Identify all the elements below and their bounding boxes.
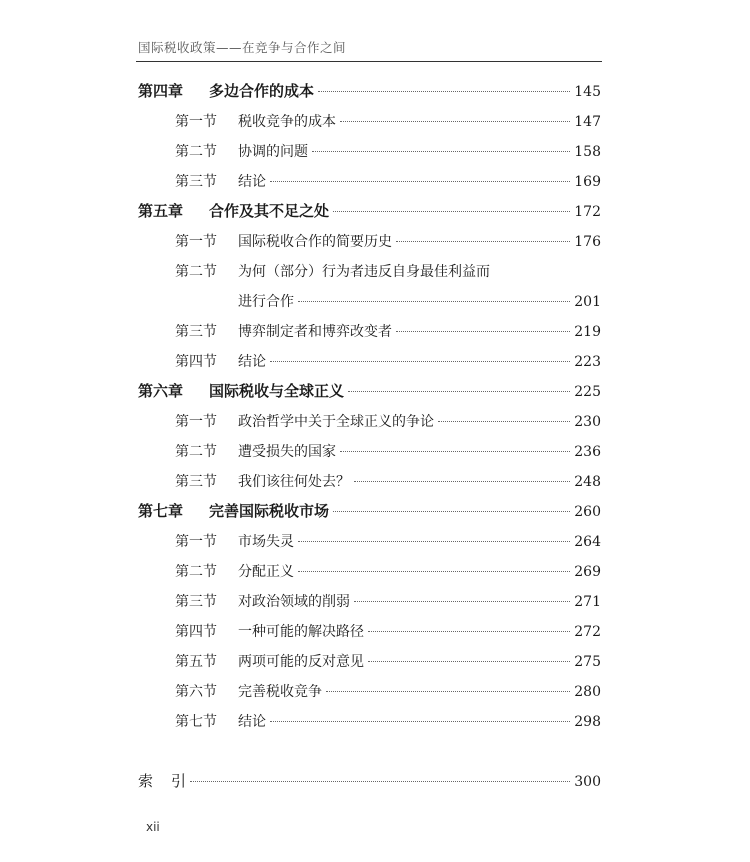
toc-entry-label (138, 591, 350, 611)
toc-entry-number: 第三节 (175, 474, 217, 490)
toc-entry-label (138, 200, 329, 221)
dot-leader (368, 661, 570, 662)
toc-entry-number: 第六节 (175, 684, 217, 700)
toc-entry-title: 市场失灵 (238, 534, 294, 550)
running-header: 国际税收政策——在竞争与合作之间 (138, 40, 347, 55)
toc-entry-title: 协调的问题 (238, 144, 308, 160)
toc-entry (138, 437, 601, 467)
dot-leader (354, 601, 570, 602)
dot-leader (298, 541, 570, 542)
toc-entry-number: 第二节 (175, 444, 217, 460)
toc-entry-page: 145 (574, 84, 601, 100)
dot-leader (318, 91, 570, 92)
toc-entry-title: 合作及其不足之处 (209, 202, 330, 220)
toc-entry (138, 227, 601, 257)
toc-entry-title: 遭受损失的国家 (238, 444, 336, 460)
toc-entry-number: 第四节 (175, 624, 217, 640)
toc-entry-title: 分配正义 (238, 564, 294, 580)
toc-entry-label (138, 711, 266, 731)
dot-leader (298, 301, 570, 302)
toc-entry-label (138, 141, 308, 161)
toc-entry (138, 107, 601, 137)
toc-entry-title: 国际税收合作的简要历史 (238, 234, 392, 250)
toc-entry-page: 271 (574, 594, 601, 610)
toc-entry-number: 第一节 (175, 114, 217, 130)
toc-index-entry (138, 767, 601, 797)
toc-entry (138, 377, 601, 407)
dot-leader (340, 121, 570, 122)
toc-entry-title: 国际税收与全球正义 (209, 382, 345, 400)
dot-leader (312, 151, 570, 152)
toc-entry (138, 707, 601, 737)
table-of-contents (138, 77, 601, 797)
page-folio: xii (146, 820, 160, 834)
toc-entry-page: 269 (574, 564, 601, 580)
toc-entry-number: 第三节 (175, 594, 217, 610)
toc-entry-label (138, 411, 434, 431)
toc-entry-label (138, 111, 336, 131)
toc-entry-page: 272 (574, 624, 601, 640)
toc-entry-number: 第一节 (175, 234, 217, 250)
toc-entry (138, 167, 601, 197)
toc-entry-page: 248 (574, 474, 601, 490)
dot-leader (298, 571, 570, 572)
toc-entry-title: 完善税收竞争 (238, 684, 322, 700)
toc-entry-number: 第三节 (175, 174, 217, 190)
dot-leader (326, 691, 570, 692)
toc-entry-title: 税收竞争的成本 (238, 114, 336, 130)
index-label-char: 引 (171, 772, 187, 790)
toc-entry-page: 169 (574, 174, 601, 190)
toc-entry-number: 第二节 (175, 144, 217, 160)
toc-entry (138, 287, 601, 317)
toc-entry-page: 225 (574, 384, 601, 400)
dot-leader (368, 631, 570, 632)
toc-entry-label (138, 80, 314, 101)
toc-entry-page: 158 (574, 144, 601, 160)
index-label-char: 索 (138, 772, 154, 790)
toc-entry-page: 201 (574, 294, 601, 310)
index-label (138, 770, 186, 791)
toc-entry-page: 275 (574, 654, 601, 670)
toc-entry-number: 第七章 (138, 502, 184, 520)
dot-leader (354, 481, 570, 482)
toc-entry-title: 结论 (238, 714, 266, 730)
toc-entry-label (138, 441, 336, 461)
toc-entry-title: 两项可能的反对意见 (238, 654, 364, 670)
toc-entry (138, 497, 601, 527)
toc-entry-label (138, 231, 392, 251)
toc-entry-label (138, 621, 364, 641)
dot-leader (396, 331, 570, 332)
toc-entry-number: 第二节 (175, 264, 217, 280)
toc-entry-number: 第五章 (138, 202, 184, 220)
toc-entry-title: 结论 (238, 174, 266, 190)
dot-leader (438, 421, 570, 422)
dot-leader (270, 721, 570, 722)
toc-gap (138, 737, 601, 767)
toc-entry-label (138, 291, 294, 311)
toc-entry (138, 407, 601, 437)
toc-entry-label (138, 681, 322, 701)
toc-entry-label (138, 171, 266, 191)
toc-entry (138, 197, 601, 227)
toc-entry-page: 280 (574, 684, 601, 700)
toc-entry (138, 677, 601, 707)
toc-entry-title: 完善国际税收市场 (209, 502, 330, 520)
toc-entry (138, 647, 601, 677)
toc-entry-label (138, 531, 294, 551)
toc-entry-title: 政治哲学中关于全球正义的争论 (238, 414, 434, 430)
toc-entry-page: 236 (574, 444, 601, 460)
toc-entry-number: 第五节 (175, 654, 217, 670)
header-rule (136, 61, 602, 62)
toc-entry-number: 第六章 (138, 382, 184, 400)
toc-entry-page: 260 (574, 504, 601, 520)
toc-entry-label (138, 500, 329, 521)
toc-entry-page: 147 (574, 114, 601, 130)
toc-entry-number: 第一节 (175, 414, 217, 430)
toc-entry-title: 为何（部分）行为者违反自身最佳利益而 (238, 264, 490, 280)
toc-entry-title: 我们该往何处去？ (238, 474, 350, 490)
toc-entry (138, 527, 601, 557)
toc-entry-number: 第三节 (175, 324, 217, 340)
toc-entry-page: 172 (574, 204, 601, 220)
toc-entry (138, 257, 601, 287)
toc-entry-title: 结论 (238, 354, 266, 370)
toc-entry-title: 进行合作 (238, 294, 294, 310)
toc-entry-page: 298 (574, 714, 601, 730)
toc-entry-number: 第四章 (138, 82, 184, 100)
dot-leader (333, 211, 570, 212)
toc-entry-title: 一种可能的解决路径 (238, 624, 364, 640)
toc-entry-label (138, 261, 490, 281)
toc-entry-page: 176 (574, 234, 601, 250)
toc-entry-number: 第一节 (175, 534, 217, 550)
dot-leader (348, 391, 570, 392)
toc-entry (138, 587, 601, 617)
toc-entry (138, 347, 601, 377)
toc-entry-number: 第七节 (175, 714, 217, 730)
dot-leader (340, 451, 570, 452)
dot-leader (270, 181, 570, 182)
toc-entry-label (138, 561, 294, 581)
toc-entry (138, 137, 601, 167)
index-page: 300 (574, 774, 601, 790)
toc-entry (138, 77, 601, 107)
toc-entry-number: 第四节 (175, 354, 217, 370)
toc-entry (138, 557, 601, 587)
toc-entry-title: 多边合作的成本 (209, 82, 315, 100)
toc-entry-label (138, 471, 350, 491)
toc-entry-page: 219 (574, 324, 601, 340)
toc-entry-label (138, 351, 266, 371)
dot-leader (333, 511, 570, 512)
dot-leader (270, 361, 570, 362)
toc-entry-label (138, 651, 364, 671)
dot-leader (190, 781, 570, 782)
toc-entry-page: 223 (574, 354, 601, 370)
toc-entry (138, 317, 601, 347)
toc-entry-number: 第二节 (175, 564, 217, 580)
toc-entry (138, 617, 601, 647)
toc-entry-page: 230 (574, 414, 601, 430)
toc-entry-page: 264 (574, 534, 601, 550)
toc-entry-title: 博弈制定者和博弈改变者 (238, 324, 392, 340)
toc-entry-label (138, 321, 392, 341)
toc-entry (138, 467, 601, 497)
toc-entry-title: 对政治领域的削弱 (238, 594, 350, 610)
dot-leader (396, 241, 570, 242)
toc-entry-label (138, 380, 344, 401)
